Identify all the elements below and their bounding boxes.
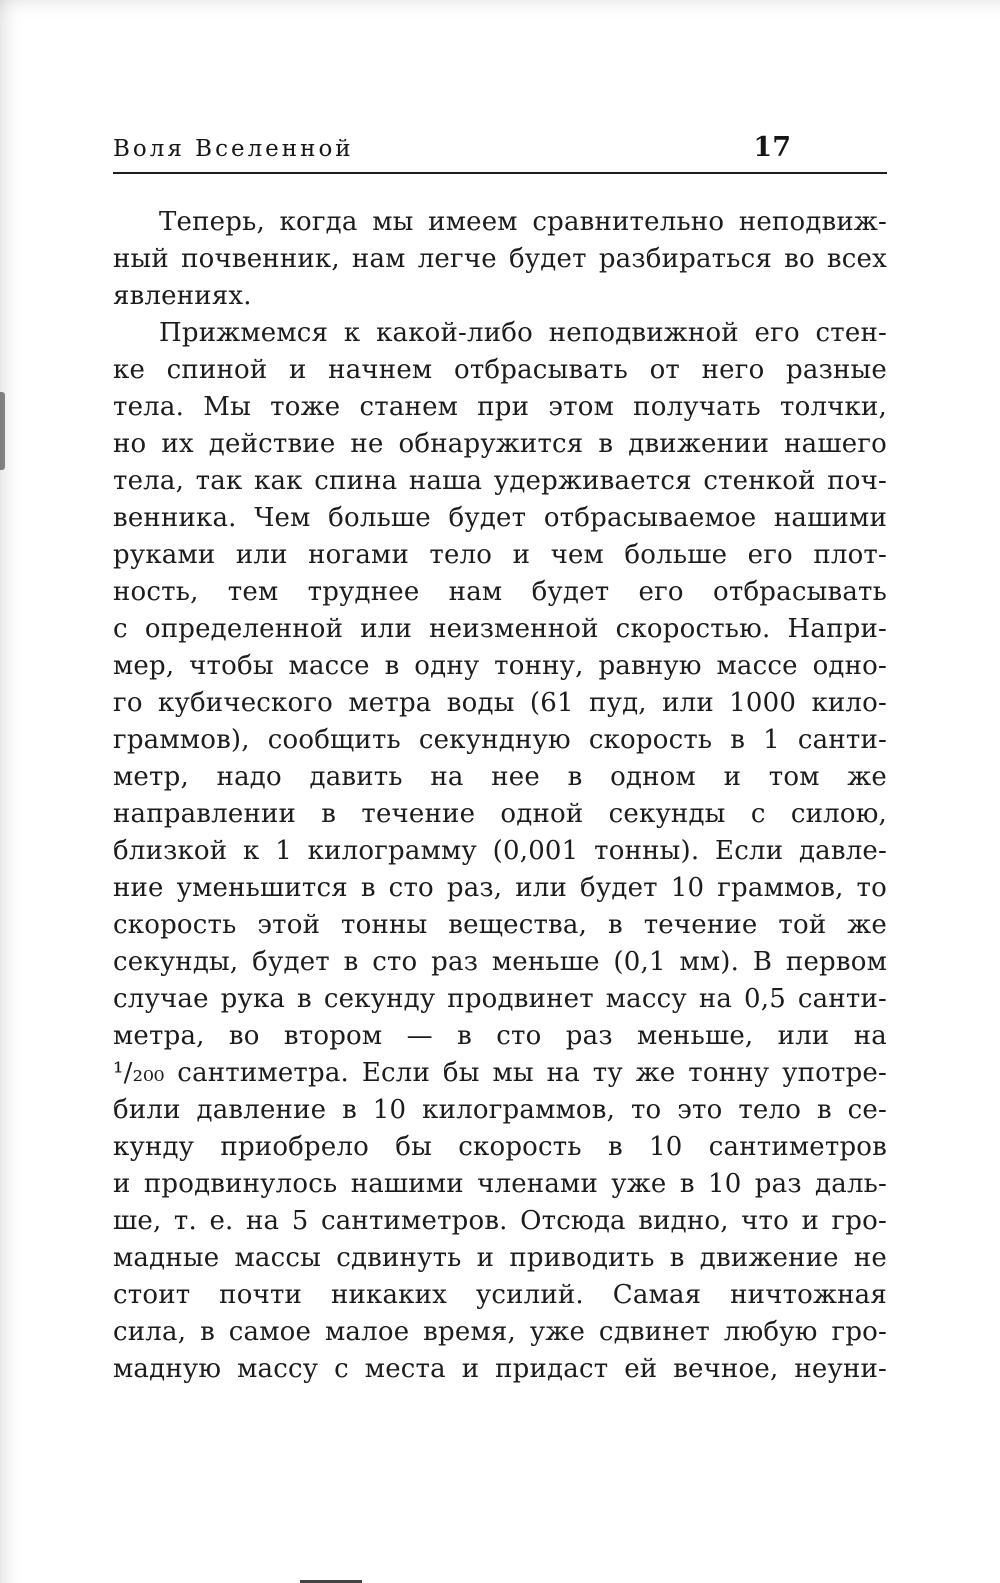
text-line: тела, так как спина наша удерживается стенкой поч- — [113, 466, 887, 496]
text-line: сила, в самое малое время, уже сдвинет любую гро- — [113, 1317, 887, 1347]
text-line: секунды, будет в сто раз меньше (0,1 мм). В первом — [113, 947, 887, 977]
text-line: стоит почти никаких усилий. Самая ничтожная — [113, 1280, 887, 1310]
paragraph — [113, 204, 887, 315]
text-line: случае рука в секунду продвинет массу на 0,5 санти- — [113, 984, 887, 1014]
text-line: ный почвенник, нам легче будет разбираться во всех — [113, 244, 887, 274]
paragraph — [113, 315, 887, 1388]
text-line: ние уменьшится в сто раз, или будет 10 граммов, то — [113, 873, 887, 903]
body-text — [113, 204, 887, 1388]
text-line: Теперь, когда мы имеем сравнительно неподвиж- — [159, 207, 887, 237]
text-line: мер, чтобы массе в одну тонну, равную массе одно- — [113, 651, 887, 681]
text-line: мадную массу с места и придаст ей вечное, неуни- — [113, 1354, 887, 1384]
text-line: и продвинулось нашими членами уже в 10 раз даль- — [113, 1169, 887, 1199]
text-line: направлении в течение одной секунды с силою, — [113, 799, 887, 829]
text-line: с определенной или неизменной скоростью. Напри- — [113, 614, 887, 644]
text-line: скорость этой тонны вещества, в течение той же — [113, 910, 887, 940]
text-line: кунду приобрело бы скорость в 10 сантиметров — [113, 1132, 887, 1162]
text-line: го кубического метра воды (61 пуд, или 1000 кило- — [113, 688, 887, 718]
text-line: ше, т. е. на 5 сантиметров. Отсюда видно, что и гро- — [113, 1206, 887, 1236]
text-line: но их действие не обнаружится в движении нашего — [113, 429, 887, 459]
text-line: били давление в 10 килограммов, то это тело в се- — [113, 1095, 887, 1125]
text-line: мадные массы сдвинуть и приводить в движение не — [113, 1243, 887, 1273]
scan-artifact — [0, 392, 5, 470]
text-line: близкой к 1 килограмму (0,001 тонны). Если давле- — [113, 836, 887, 866]
header-title: Воля Вселенной — [113, 136, 354, 162]
text-line: метра, во втором — в сто раз меньше, или на — [113, 1021, 887, 1051]
text-line: ность, тем труднее нам будет его отбрасывать — [113, 577, 887, 607]
text-line: руками или ногами тело и чем больше его плот- — [113, 540, 887, 570]
running-header — [113, 132, 887, 163]
text-line: явлениях. — [113, 281, 252, 311]
text-line: граммов), сообщить секундную скорость в 1 санти- — [113, 725, 887, 755]
page-number: 17 — [753, 132, 791, 163]
text-line: венника. Чем больше будет отбрасываемое нашими — [113, 503, 887, 533]
text-line: тела. Мы тоже станем при этом получать толчки, — [113, 392, 887, 422]
text-line: метр, надо давить на нее в одном и том же — [113, 762, 887, 792]
header-rule — [113, 172, 887, 174]
text-line: ¹/₂₀₀ сантиметра. Если бы мы на ту же тонну употре- — [113, 1058, 887, 1088]
text-line: ке спиной и начнем отбрасывать от него разные — [113, 355, 887, 385]
text-line: Прижмемся к какой-либо неподвижной его стен- — [159, 318, 887, 348]
